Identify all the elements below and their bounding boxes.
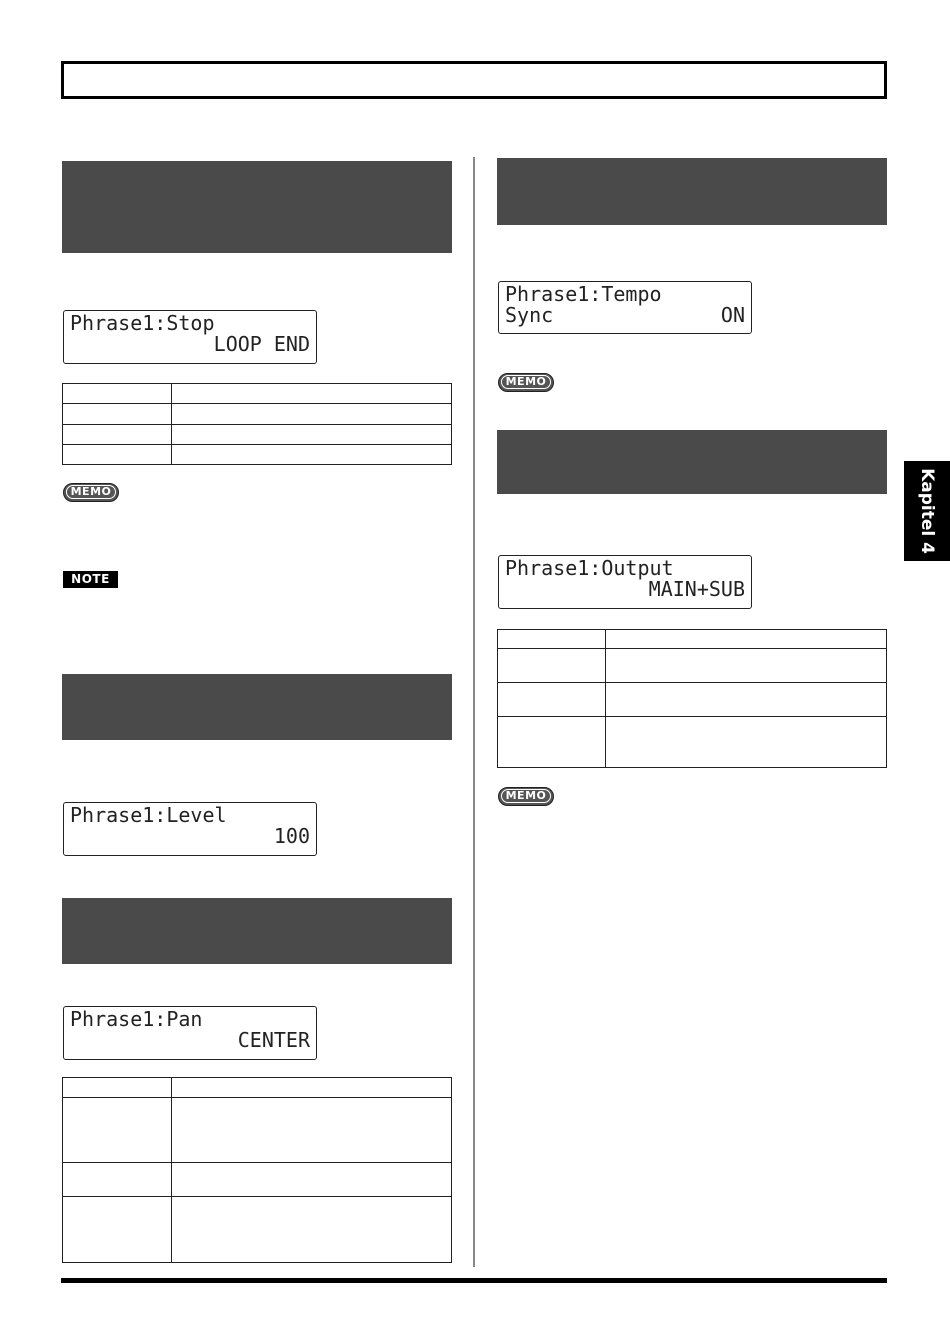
lcd-line-2: LOOP END (213, 332, 310, 356)
memo-badge: MEMO (498, 373, 554, 392)
chapter-label: Kapitel 4 (917, 468, 937, 554)
lcd-sync-value: ON (720, 303, 745, 327)
lcd-sync-label: Sync (505, 303, 554, 327)
section-heading-stop (62, 161, 452, 253)
lcd-line-2 (505, 305, 745, 326)
column-divider (473, 157, 475, 1267)
table-row (63, 1163, 452, 1197)
table-row (63, 425, 452, 445)
table-row (498, 649, 887, 683)
table-row (498, 683, 887, 717)
memo-badge: MEMO (498, 787, 554, 806)
lcd-line-1: Phrase1:Stop (70, 311, 215, 335)
output-parameter-table (497, 629, 887, 768)
section-heading-level (62, 674, 452, 740)
lcd-display-level (63, 802, 317, 856)
lcd-display-pan (63, 1006, 317, 1060)
section-heading-tempo (497, 158, 887, 225)
pan-parameter-table (62, 1077, 452, 1263)
footer-rule (61, 1278, 887, 1283)
page-header-box (61, 61, 887, 99)
table-row (63, 1098, 452, 1163)
memo-badge: MEMO (63, 483, 119, 502)
lcd-display-output (498, 555, 752, 609)
lcd-display-tempo (498, 281, 752, 334)
section-heading-output (497, 430, 887, 494)
table-header-row (63, 1078, 452, 1098)
table-header-row (63, 384, 452, 404)
table-row (63, 404, 452, 425)
lcd-line-2: CENTER (237, 1028, 310, 1052)
lcd-line-1: Phrase1:Output (505, 556, 674, 580)
chapter-side-tab (904, 461, 950, 561)
lcd-line-1: Phrase1:Level (70, 803, 227, 827)
lcd-line-1: Phrase1:Tempo (505, 282, 662, 306)
lcd-line-2: MAIN+SUB (648, 577, 745, 601)
stop-parameter-table (62, 383, 452, 465)
table-row (63, 445, 452, 465)
section-heading-pan (62, 898, 452, 964)
lcd-display-stop (63, 310, 317, 364)
lcd-line-2: 100 (273, 824, 310, 848)
table-row (63, 1197, 452, 1263)
note-badge: NOTE (63, 571, 118, 588)
lcd-line-1: Phrase1:Pan (70, 1007, 203, 1031)
table-header-row (498, 630, 887, 649)
table-row (498, 717, 887, 768)
